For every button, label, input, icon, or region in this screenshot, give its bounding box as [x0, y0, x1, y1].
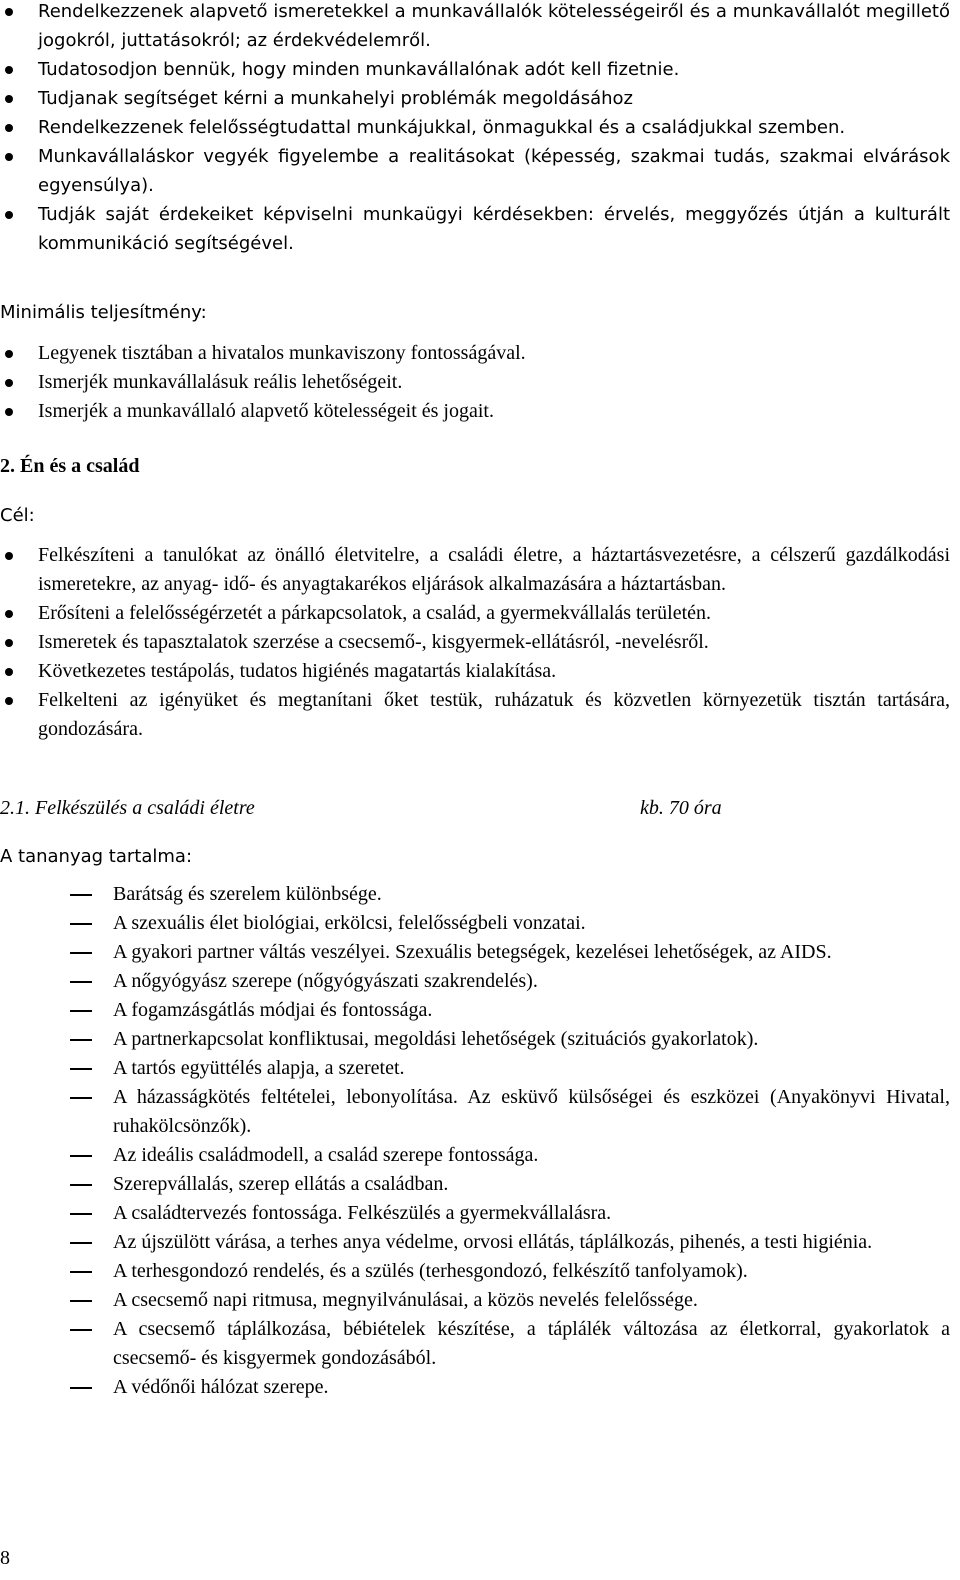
list-item: A védőnői hálózat szerepe. [70, 1373, 950, 1402]
list-item: Felkelteni az igényüket és megtanítani őket testük, ruházatuk és közvetlen környezetük tisztán tartására, gondozására. [0, 686, 950, 744]
dash-icon [70, 1387, 92, 1389]
list-item: Barátság és szerelem különbsége. [70, 880, 950, 909]
content-list [70, 880, 950, 1402]
dash-icon [70, 1271, 92, 1273]
bullet-icon [5, 124, 13, 132]
list-item: Az újszülött várása, a terhes anya védelme, orvosi ellátás, táplálkozás, pihenés, a testi higiénia. [70, 1228, 950, 1257]
bullet-icon [5, 211, 13, 219]
dash-icon [70, 1213, 92, 1215]
minimal-performance-label: Minimális teljesítmény: [0, 302, 207, 323]
list-item: Következetes testápolás, tudatos higiénés magatartás kialakítása. [0, 657, 950, 686]
dash-icon [70, 1068, 92, 1070]
dash-icon [70, 1329, 92, 1331]
list-item: A csecsemő napi ritmusa, megnyilvánulásai, a közös nevelés felelőssége. [70, 1286, 950, 1315]
dash-icon [70, 1039, 92, 1041]
intro-list [0, 0, 950, 258]
dash-icon [70, 981, 92, 983]
dash-icon [70, 1010, 92, 1012]
list-item: Rendelkezzenek alapvető ismeretekkel a munkavállalók kötelességeiről és a munkavállalót megillető jogokról, juttatásokról; az érdekvédelemről. [0, 0, 950, 55]
page-number: 8 [0, 1547, 10, 1569]
list-item: Tudatosodjon bennük, hogy minden munkavállalónak adót kell fizetnie. [0, 55, 950, 84]
list-item: Munkavállaláskor vegyék figyelembe a realitásokat (képesség, szakmai tudás, szakmai elvárások egyensúlya). [0, 142, 950, 200]
list-item: Erősíteni a felelősségérzetét a párkapcsolatok, a család, a gyermekvállalás területén. [0, 599, 950, 628]
list-item: A tartós együttélés alapja, a szeretet. [70, 1054, 950, 1083]
dash-icon [70, 1184, 92, 1186]
minimal-list [0, 339, 950, 426]
list-item: Ismerjék munkavállalásuk reális lehetőségeit. [0, 368, 950, 397]
list-item: Tudják saját érdekeiket képviselni munkaügyi kérdésekben: érvelés, meggyőzés útján a kulturált kommunikáció segítségével. [0, 200, 950, 258]
dash-icon [70, 923, 92, 925]
section-heading: 2. Én és a család [0, 455, 140, 477]
bullet-icon [5, 153, 13, 161]
list-item: A nőgyógyász szerepe (nőgyógyászati szakrendelés). [70, 967, 950, 996]
dash-icon [70, 1300, 92, 1302]
bullet-icon [5, 379, 13, 387]
list-item: Az ideális családmodell, a család szerepe fontossága. [70, 1141, 950, 1170]
bullet-icon [5, 610, 13, 618]
list-item: Legyenek tisztában a hivatalos munkaviszony fontosságával. [0, 339, 950, 368]
bullet-icon [5, 408, 13, 416]
list-item: Felkészíteni a tanulókat az önálló életvitelre, a családi életre, a háztartásvezetésre, a célszerű gazdálkodási ismeretekre, az anyag- idő- és anyagtakarékos eljárások alkalmazására a háztartásban. [0, 541, 950, 599]
dash-icon [70, 894, 92, 896]
goal-label: Cél: [0, 505, 35, 526]
list-item: A gyakori partner váltás veszélyei. Szexuális betegségek, kezelései lehetőségek, az AIDS. [70, 938, 950, 967]
list-item: A házasságkötés feltételei, lebonyolítása. Az esküvő külsőségei és eszközei (Anyakönyvi Hivatal, ruhakölcsönzők). [70, 1083, 950, 1141]
bullet-icon [5, 8, 13, 16]
bullet-icon [5, 350, 13, 358]
list-item: A csecsemő táplálkozása, bébiételek készítése, a táplálék változása az életkorral, gyakorlatok a csecsemő- és kisgyermek gondozásából. [70, 1315, 950, 1373]
content-label: A tananyag tartalma: [0, 846, 193, 867]
list-item: A partnerkapcsolat konfliktusai, megoldási lehetőségek (szituációs gyakorlatok). [70, 1025, 950, 1054]
list-item: A fogamzásgátlás módjai és fontossága. [70, 996, 950, 1025]
subsection-title: 2.1. Felkészülés a családi életre [0, 797, 255, 819]
bullet-icon [5, 697, 13, 705]
dash-icon [70, 1155, 92, 1157]
bullet-icon [5, 95, 13, 103]
list-item: A terhesgondozó rendelés, és a szülés (terhesgondozó, felkészítő tanfolyamok). [70, 1257, 950, 1286]
bullet-icon [5, 639, 13, 647]
list-item: Tudjanak segítséget kérni a munkahelyi problémák megoldásához [0, 84, 950, 113]
list-item: A családtervezés fontossága. Felkészülés a gyermekvállalásra. [70, 1199, 950, 1228]
goal-list [0, 541, 950, 744]
bullet-icon [5, 552, 13, 560]
dash-icon [70, 1242, 92, 1244]
list-item: Szerepvállalás, szerep ellátás a családban. [70, 1170, 950, 1199]
dash-icon [70, 1097, 92, 1099]
list-item: A szexuális élet biológiai, erkölcsi, felelősségbeli vonzatai. [70, 909, 950, 938]
list-item: Ismerjék a munkavállaló alapvető kötelességeit és jogait. [0, 397, 950, 426]
dash-icon [70, 952, 92, 954]
subsection-hours: kb. 70 óra [640, 797, 722, 819]
bullet-icon [5, 668, 13, 676]
list-item: Ismeretek és tapasztalatok szerzése a csecsemő-, kisgyermek-ellátásról, -nevelésről. [0, 628, 950, 657]
bullet-icon [5, 66, 13, 74]
list-item: Rendelkezzenek felelősségtudattal munkájukkal, önmagukkal és a családjukkal szemben. [0, 113, 950, 142]
